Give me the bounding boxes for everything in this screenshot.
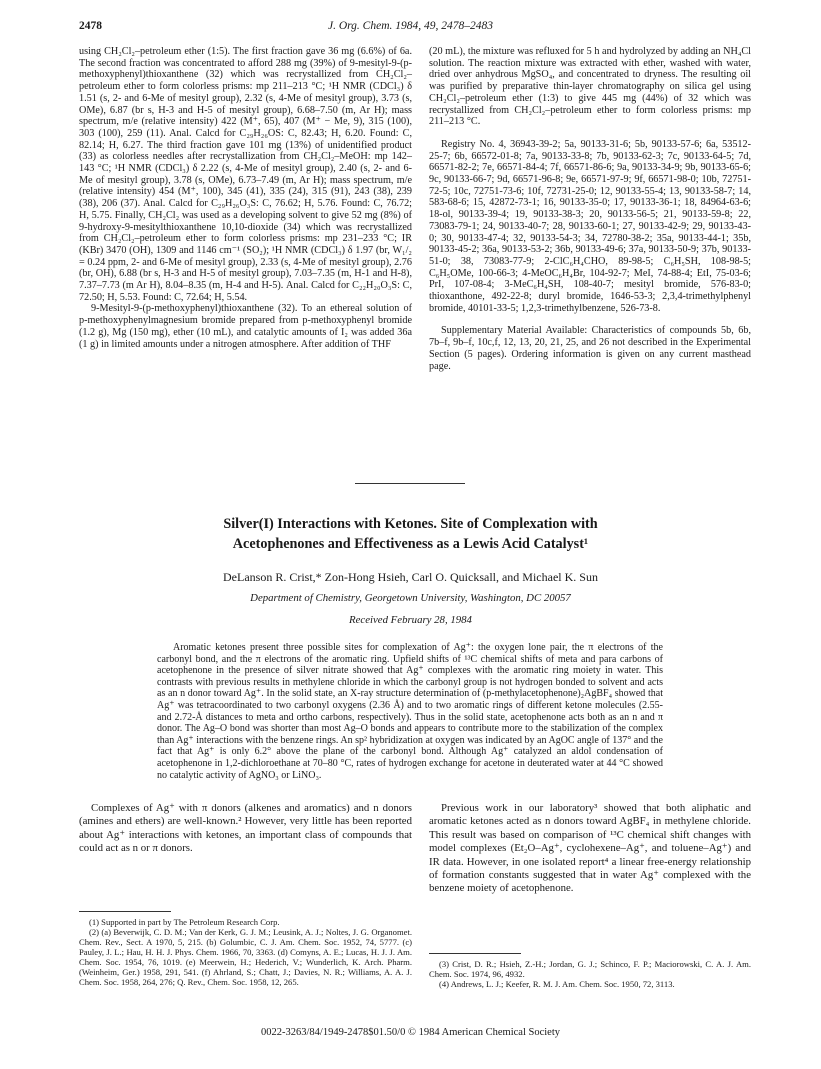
article-authors: DeLanson R. Crist,* Zon-Hong Hsieh, Carl O. Quicksall, and Michael K. Sun xyxy=(223,570,598,584)
experimental-paragraph: 9-Mesityl-9-(p-methoxyphenyl)thioxanthene (32). To an ethereal solution of p-methoxyphenylmagnesium bromide prepared from p-methoxyphenyl bromide (1.2 g), Mg (150 mg), ether (10 mL), and catalytic amounts of I₂ was added 36a (1 g) in limited amounts under a nitrogen atmosphere. After addition of THF xyxy=(79,303,412,350)
author-affiliation: Department of Chemistry, Georgetown University, Washington, DC 20057 xyxy=(250,592,571,604)
journal-citation: J. Org. Chem. 1984, 49, 2478–2483 xyxy=(327,20,494,32)
supplementary-material: Supplementary Material Available: Characteristics of compounds 5b, 6b, 7b–f, 9b–f, 10c,f, 12, 13, 20, 21, 25, and 26 not described in the Experimental Section (5 pages). Ordering information is given on any current masthead page. xyxy=(429,325,751,372)
intro-left-column xyxy=(79,802,412,856)
previous-article-left-column xyxy=(79,46,412,350)
intro-paragraph: Previous work in our laboratory³ showed that both aliphatic and aromatic ketones acted as n donors toward AgBF₄ in methylene chloride. This result was based on comparison of ¹³C chemical shift changes with model complexes (Et₂O–Ag⁺, cyclohexene–Ag⁺, and toluene–Ag⁺) and IR data. However, in one isolated report⁴ a linear free-energy relationship of formation constants suggested that in water Ag⁺ complexed with the benzene moiety of acetophenone. xyxy=(429,802,751,895)
intro-paragraph: Complexes of Ag⁺ with π donors (alkenes and aromatics) and n donors (amines and ethers) are well-known.² However, very little has been reported about Ag⁺ interactions with ketones, an important class of compounds that could act as n or π donors. xyxy=(79,802,412,855)
article-separator-rule xyxy=(355,483,465,484)
footnote-rule xyxy=(79,911,171,912)
experimental-paragraph: (20 mL), the mixture was refluxed for 5 h and hydrolyzed by adding an NH₄Cl solution. The reaction mixture was extracted with ether, washed with water, dried over anhydrous MgSO₄, and concentrated to dryness. The resulting oil was purified by preparative thin-layer chromatography on silica gel using CH₂Cl₂–petroleum ether (1:3) to give 445 mg (44%) of 32 which was recrystallized from CH₂Cl₂–petroleum ether to form colorless prisms: mp 211–213 °C. xyxy=(429,46,751,128)
article-title-line-2: Acetophenones and Effectiveness as a Lewis Acid Catalyst¹ xyxy=(232,536,589,552)
copyright-footer: 0022-3263/84/1949-2478$01.50/0 © 1984 American Chemical Society xyxy=(260,1027,561,1038)
page-number: 2478 xyxy=(79,20,102,32)
abstract xyxy=(157,642,663,781)
footnote: (4) Andrews, L. J.; Keefer, R. M. J. Am. Chem. Soc. 1950, 72, 3113. xyxy=(439,979,675,989)
intro-right-column xyxy=(429,802,751,896)
experimental-paragraph: using CH₂Cl₂–petroleum ether (1:5). The first fraction gave 36 mg (6.6%) of 6a. The second fraction was concentrated to afford 288 mg (39%) of 9-mesityl-9-(p-methoxyphenyl)thioxanthene (32) which was recrystallized from CH₂Cl₂–petroleum ether to form colorless prisms: mp 211–213 °C; ¹H NMR (CDCl₃) δ 1.51 (s, 2- and 6-Me of mesityl group), 2.32 (s, 4-Me of mesityl group), 3.73 (s, OMe), 6.87 (br s, H-3 and H-5 of mesityl group), 6.68–7.50 (m, Ar H); mass spectrum, m/e (relative intensity) 422 (M⁺, 65), 407 (M⁺ − Me, 9), 315 (100), 303 (100), 259 (11). Anal. Calcd for C₂₉H₂₆OS: C, 82.43; H, 6.20. Found: C, 82.14; H, 6.27. The third fraction gave 101 mg (13%) of unidentified product (33) as colorless needles after recrystallization from CH₂Cl₂–MeOH: mp 142–143 °C; ¹H NMR (CDCl₃) δ 2.22 (s, 4-Me of mesityl group), 2.40 (s, 2- and 6-Me of mesityl group), 3.78 (s, OMe), 6.73–7.49 (m, Ar H); mass spectrum, m/e (relative intensity) 454 (M⁺, 100), 345 (41), 335 (24), 315 (91), 243 (38), 239 (38), 206 (37). Anal. Calcd for C₂₉H₂₆O₃S: C, 76.62; H, 5.76. Found: C, 76.72; H, 5.75. Finally, CH₂Cl₂ was used as a developing solvent to give 52 mg (8%) of 9-hydroxy-9-mesitylthioxanthene 10,10-dioxide (34) which was recrystallized from CH₂Cl₂–petroleum ether to form colorless prisms: mp 231–233 °C; IR (KBr) 3470 (OH), 1309 and 1146 cm⁻¹ (SO₂); ¹H NMR (CDCl₃) δ 1.97 (br, W₁/₂ = 0.24 ppm, 2- and 6-Me of mesityl group), 2.33 (s, 4-Me of mesityl group), 2.76 (br, OH), 6.88 (br s, H-3 and H-5 of mesityl group), 7.03–7.35 (m, H-1 and H-8), 7.37–7.73 (m Ar H), 8.04–8.35 (m, H-4 and H-5). Anal. Calcd for C₂₂H₂₀O₃S: C, 72.50; H, 5.53. Found: C, 72.64; H, 5.54. xyxy=(79,46,412,303)
footnote: (2) (a) Beverwijk, C. D. M.; Van der Kerk, G. J. M.; Leusink, A. J.; Noltes, J. G. Organomet. Chem. Rev., Sect. A 1970, 5, 215. (b) Golumbic, C. J. Am. Chem. Soc. 1952, 74, 5777. (c) Pauley, J. L.; Hau, H. H. J. Phys. Chem. 1966, 70, 3363. (d) Comyns, A. E.; Lucas, H. J. J. Am. Chem. Soc. 1954, 76, 1019. (e) Meerwein, H.; Hederich, V.; Wunderlich, K. Arch. Pharm. (Weinheim, Ger.) 1958, 291, 541. (f) Ahrland, S.; Chatt, J.; Davies, N. R.; Williams, A. A. J. Chem. Soc. 1958, 264, 276; Q. Rev., Chem. Soc. 1958, 12, 265. xyxy=(79,927,412,987)
registry-numbers: Registry No. 4, 36943-39-2; 5a, 90133-31-6; 5b, 90133-57-6; 6a, 53512-25-7; 6b, 66572-01-8; 7a, 90133-33-8; 7b, 90133-62-3; 7c, 90133-64-5; 7d, 66571-82-2; 7e, 66571-84-4; 7f, 66571-86-6; 9a, 90133-34-9; 9b, 90133-65-6; 9c, 90133-66-7; 9d, 66571-96-8; 9e, 66571-97-9; 9f, 66571-98-0; 10b, 72751-72-5; 10c, 72751-73-6; 10f, 72731-25-0; 12, 90133-55-4; 13, 90133-58-7; 14, 583-68-6; 15, 42872-73-1; 16, 90133-35-0; 17, 90133-36-1; 18, 84964-63-6; 18-ol, 90133-39-4; 19, 90133-38-3; 20, 90133-56-5; 21, 90133-59-8; 22, 73083-79-1; 24, 90133-40-7; 28, 90133-60-1; 27, 90133-42-9; 29, 90133-43-0; 30, 90133-47-4; 32, 90133-54-3; 34, 72780-38-2; 35a, 90133-44-1; 35b, 90133-45-2; 36a, 90133-53-2; 36b, 90133-49-6; 37a, 90133-50-9; 37b, 90133-51-0; 38, 73083-77-9; 2-ClC₆H₄CHO, 89-98-5; C₆H₅SH, 108-98-5; C₆H₅OMe, 100-66-3; 4-MeOC₆H₄Br, 104-92-7; MeI, 74-88-4; EtI, 75-03-6; PrI, 107-08-4; 3-MeC₆H₄SH, 108-40-7; mesityl bromide, 576-83-0; thioxanthone, 492-22-8; duryl bromide, 1646-53-3; 2,3,4-trimethylphenyl bromide, 40101-33-5; 1,2,3-trimethylbenzene, 526-73-8. xyxy=(429,138,751,314)
abstract-text: Aromatic ketones present three possible sites for complexation of Ag⁺: the oxygen lone pair, the π electrons of the carbonyl bond, and the π electrons of the aromatic ring. Upfield shifts of ¹³C chemical shifts of meta and para carbons of acetophenone in the presence of silver nitrate showed that Ag⁺ complexes with the aromatic ring moiety in water. This contrasts with previous results in methylene chloride in which the carbonyl group is not hydrogen bonded to solvent and acts as an n donor toward Ag⁺. In the solid state, an X-ray structure determination of (p-methylacetophenone)₂AgBF₄ showed that Ag⁺ was tetracoordinated to two carbonyl oxygens (2.36 Å) and to two aromatic rings of different ketone molecules (2.55- and 2.72-Å distances to meta and ortho carbons, respectively). Thus in the solid state, acetophenone acts both as an n and π donor. The Ag–O bond was shorter than most Ag–O bonds and appears to contribute more to the stabilization of the complex than Ag⁺ interactions with the benzene rings. An sp² hybridization at oxygen was indicated by an AgOC angle of 137° and the fact that Ag⁺ is only 6.2° above the plane of the carbonyl bond. Although Ag⁺ catalyzed an aldol condensation of acetophenone in 1,2-dichloroethane at 70–80 °C, rates of hydrogen exchange for acetone in deuterated water at 44 °C showed no catalytic activity of AgNO₃ or LiNO₃. xyxy=(157,642,663,781)
footnotes-left xyxy=(79,917,412,987)
footnote: (1) Supported in part by The Petroleum Research Corp. xyxy=(89,917,280,927)
received-date: Received February 28, 1984 xyxy=(349,614,472,626)
footnote-rule xyxy=(429,953,521,954)
footnote: (3) Crist, D. R.; Hsieh, Z.-H.; Jordan, G. J.; Schinco, F. P.; Maciorowski, C. A. J. Am. Chem. Soc. 1974, 96, 4932. xyxy=(429,959,751,979)
article-title-line-1: Silver(I) Interactions with Ketones. Site of Complexation with xyxy=(223,516,598,532)
footnotes-right xyxy=(429,959,751,989)
previous-article-right-column xyxy=(429,46,751,372)
running-header xyxy=(79,20,742,36)
